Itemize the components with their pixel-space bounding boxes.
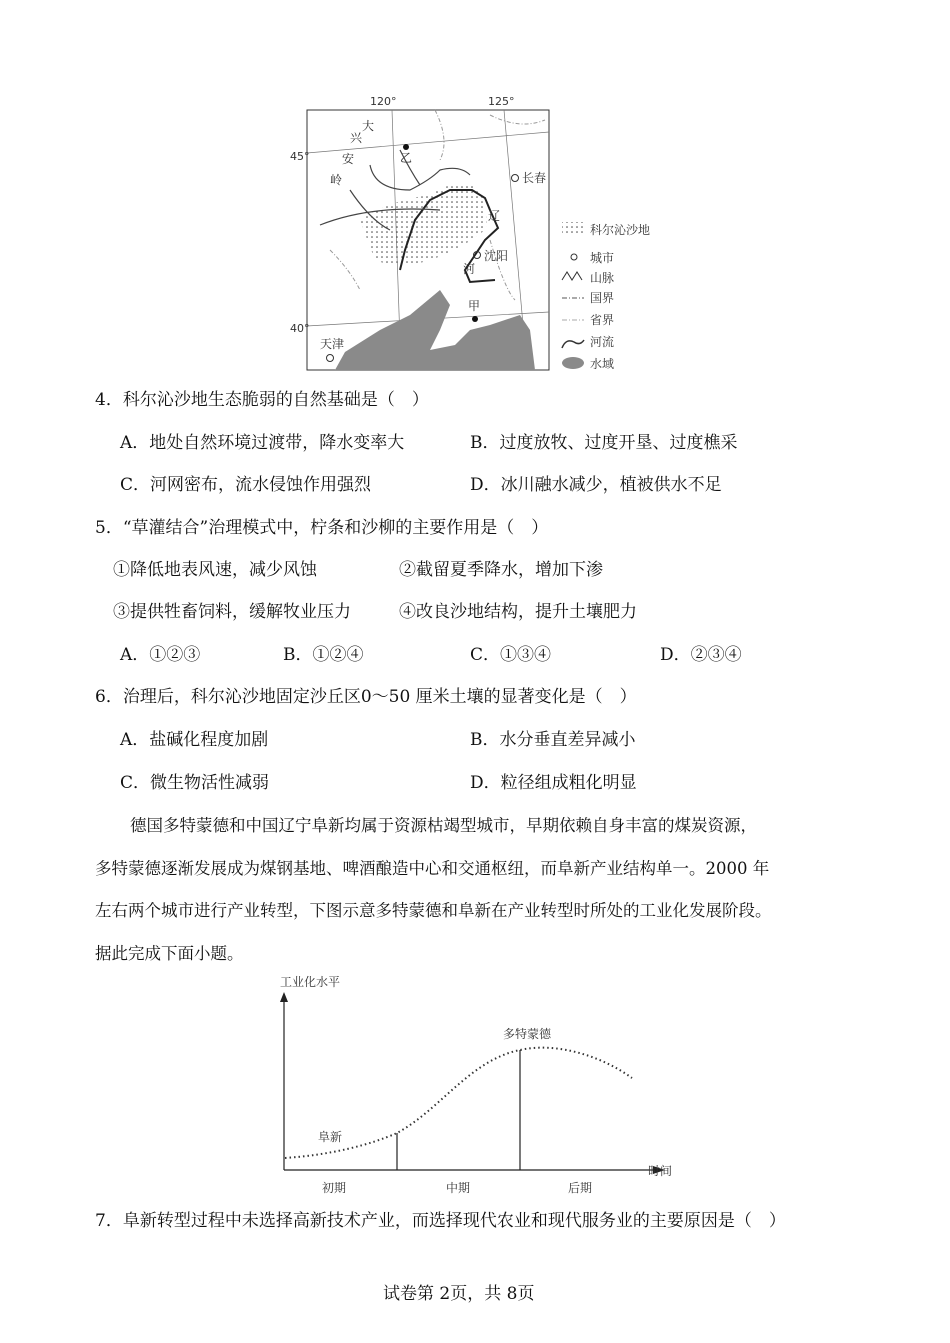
passage-line: 德国多特蒙德和中国辽宁阜新均属于资源枯竭型城市，早期依赖自身丰富的煤炭资源，	[130, 816, 757, 835]
q6-option-c[interactable]: C．微生物活性减弱	[120, 773, 270, 793]
industrialization-chart	[270, 970, 680, 1200]
q4-option-b[interactable]: B．过度放牧、过度开垦、过度樵采	[470, 433, 738, 453]
q6-option-a[interactable]: A．盐碱化程度加剧	[120, 730, 269, 750]
q5-option-d[interactable]: D．②③④	[660, 645, 742, 665]
svg-text:岭: 岭	[330, 173, 343, 187]
passage-line: 据此完成下面小题。	[95, 944, 244, 963]
svg-text:沈阳: 沈阳	[484, 249, 509, 263]
svg-text:山脉: 山脉	[590, 271, 615, 285]
svg-text:城市: 城市	[590, 251, 615, 265]
svg-text:安: 安	[342, 152, 355, 166]
svg-text:长春: 长春	[522, 171, 547, 185]
svg-text:甲: 甲	[468, 299, 481, 313]
svg-text:河: 河	[463, 262, 476, 276]
fuxin-label: 阜新	[318, 1130, 343, 1144]
x-axis-label: 时间	[648, 1164, 673, 1178]
dortmund-label: 多特蒙德	[503, 1027, 552, 1041]
q5-option-c[interactable]: C．①③④	[470, 645, 552, 665]
svg-text:天津: 天津	[320, 337, 345, 351]
svg-text:科尔沁沙地: 科尔沁沙地	[590, 223, 651, 237]
lat-45: 45°	[290, 150, 310, 163]
q6-option-b[interactable]: B．水分垂直差异减小	[470, 730, 636, 750]
map-figure	[290, 90, 680, 380]
q4-option-a[interactable]: A．地处自然环境过渡带，降水变率大	[120, 433, 405, 453]
svg-text:兴: 兴	[350, 131, 363, 145]
passage-line: 左右两个城市进行产业转型，下图示意多特蒙德和阜新在产业转型时所处的工业化发展阶段。	[95, 901, 772, 920]
q5-option-a[interactable]: A．①②③	[120, 645, 201, 665]
lon-125: 125°	[488, 95, 515, 108]
stage-middle: 中期	[446, 1181, 471, 1195]
q6-option-d[interactable]: D．粒径组成粗化明显	[470, 773, 637, 793]
passage-line: 多特蒙德逐渐发展成为煤钢基地、啤酒酿造中心和交通枢纽，而阜新产业结构单一。2000 年	[95, 859, 770, 878]
stage-early: 初期	[322, 1181, 347, 1195]
q5-option-b[interactable]: B．①②④	[283, 645, 364, 665]
svg-text:辽: 辽	[488, 209, 501, 223]
page-footer: 试卷第 2页，共 8页	[383, 1284, 535, 1304]
svg-text:水域: 水域	[590, 357, 615, 371]
map-legend	[562, 222, 650, 371]
svg-text:大: 大	[362, 119, 375, 133]
y-axis-label: 工业化水平	[280, 975, 341, 989]
q4-option-c[interactable]: C．河网密布，流水侵蚀作用强烈	[120, 475, 372, 495]
q5-item-3: ③提供牲畜饲料，缓解牧业压力	[113, 602, 351, 622]
q4-option-d[interactable]: D．冰川融水减少，植被供水不足	[470, 475, 722, 495]
q5-item-1: ①降低地表风速，减少风蚀	[113, 560, 317, 580]
stage-late: 后期	[568, 1181, 593, 1195]
svg-text:国界: 国界	[590, 291, 615, 305]
lon-120: 120°	[370, 95, 397, 108]
q5-item-4: ④改良沙地结构，提升土壤肥力	[399, 602, 637, 622]
q7-stem: 7．阜新转型过程中未选择高新技术产业，而选择现代农业和现代服务业的主要原因是（ ）	[95, 1211, 786, 1231]
svg-text:河流: 河流	[590, 335, 615, 349]
lat-40: 40°	[290, 322, 310, 335]
svg-text:乙: 乙	[400, 151, 413, 165]
q6-stem: 6．治理后，科尔沁沙地固定沙丘区0～50 厘米土壤的显著变化是（ ）	[95, 687, 637, 707]
svg-text:省界: 省界	[590, 313, 615, 327]
q4-stem: 4．科尔沁沙地生态脆弱的自然基础是（ ）	[95, 390, 429, 410]
q5-stem: 5．“草灌结合”治理模式中，柠条和沙柳的主要作用是（ ）	[95, 518, 549, 538]
q5-item-2: ②截留夏季降水，增加下渗	[399, 560, 603, 580]
